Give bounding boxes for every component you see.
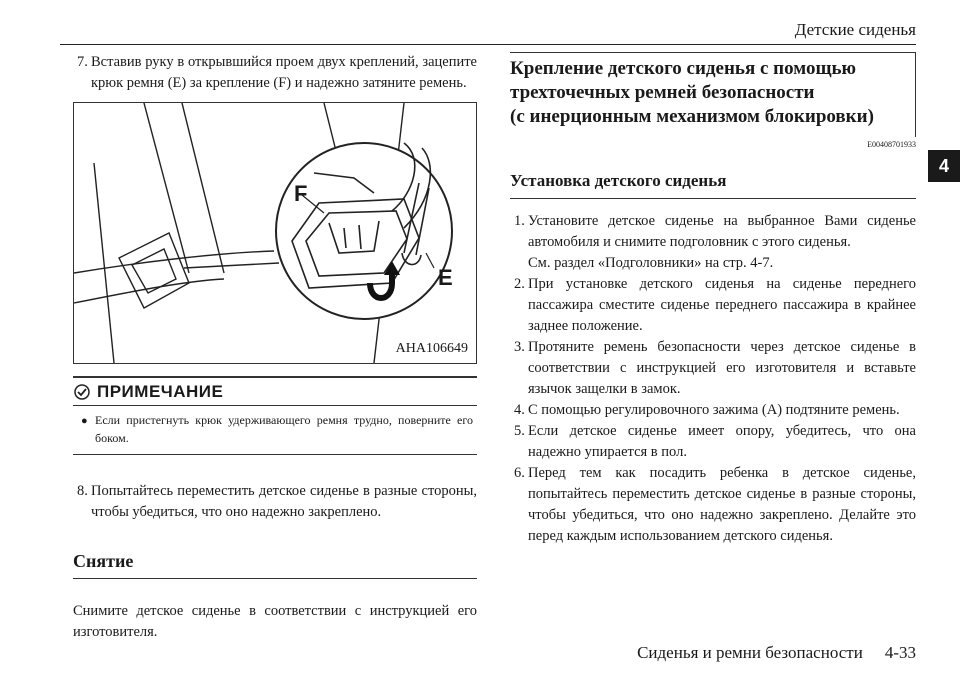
step-7 xyxy=(73,52,477,94)
subsection-title: Установка детского сиденья xyxy=(510,171,916,199)
section-heading xyxy=(510,52,916,137)
footer-section: Сиденья и ремни безопасности xyxy=(637,643,863,662)
step-text: При установке детского сиденья на сиденье переднего пассажира сместите сиденье переднего пассажира в крайнее заднее положение. xyxy=(528,276,916,334)
section-code: E00408701933 xyxy=(867,140,916,149)
right-column xyxy=(510,52,916,547)
step-number: 8. xyxy=(77,483,88,499)
step-number: 6. xyxy=(514,465,525,481)
heading-line-1: Крепление детского сиденья с помощью xyxy=(510,58,857,79)
figure-label-e: E xyxy=(438,265,453,290)
note-text: Если пристегнуть крюк удерживающего ремня трудно, поверните его боком. xyxy=(95,413,473,445)
note-body xyxy=(73,406,477,454)
step-text: Перед тем как посадить ребенка в детское сиденье, попытайтесь переместить детское сиденье в разные стороны, чтобы убедиться, что оно надежно закреплено. Делайте это перед каждым использованием детского сиденья. xyxy=(528,465,916,544)
step-8 xyxy=(73,481,477,523)
page-footer xyxy=(637,643,916,663)
section-title-removal: Снятие xyxy=(73,551,477,579)
step-text: Протяните ремень безопасности через детское сиденье в соответствии с инструкцией его изготовителя и вставьте язычок защелки в замок. xyxy=(528,339,916,397)
step-text: См. раздел «Подголовники» на стр. 4-7. xyxy=(528,255,774,271)
heading-line-2: трехточечных ремней безопасности xyxy=(510,82,815,103)
figure-code: AHA106649 xyxy=(395,341,468,356)
page-number: 4-33 xyxy=(884,643,916,662)
step-text: Вставив руку в открывшийся проем двух креплений, зацепите крюк ремня (E) за крепление (F) и надежно затяните ремень. xyxy=(91,54,477,91)
figure-label-f: F xyxy=(294,181,308,206)
step-number: 2. xyxy=(514,276,525,292)
checkmark-icon xyxy=(73,384,91,400)
list-item xyxy=(510,400,916,421)
list-item xyxy=(510,463,916,547)
list-item xyxy=(510,337,916,400)
step-text: Если детское сиденье имеет опору, убедитесь, что она надежно упирается в пол. xyxy=(528,423,916,460)
seat-anchor-illustration xyxy=(74,103,476,363)
step-number: 3. xyxy=(514,339,525,355)
step-text: Попытайтесь переместить детское сиденье в разные стороны, чтобы убедиться, что оно надежно закреплено. xyxy=(91,483,477,520)
step-number: 1. xyxy=(514,213,525,229)
left-column xyxy=(73,52,477,643)
installation-steps xyxy=(510,211,916,547)
page-header-title: Детские сиденья xyxy=(794,20,916,39)
note-title: ПРИМЕЧАНИЕ xyxy=(97,382,224,401)
step-number: 7. xyxy=(77,54,88,70)
list-item xyxy=(510,253,916,274)
removal-text: Снимите детское сиденье в соответствии с инструкцией его изготовителя. xyxy=(73,603,477,640)
list-item xyxy=(510,421,916,463)
heading-line-3: (с инерционным механизмом блокировки) xyxy=(510,106,874,127)
step-text: С помощью регулировочного зажима (A) подтяните ремень. xyxy=(528,402,900,418)
bullet-icon: ● xyxy=(81,415,88,427)
step-number: 4. xyxy=(514,402,525,418)
note-box xyxy=(73,376,477,455)
illustration-figure xyxy=(73,102,477,364)
step-number: 5. xyxy=(514,423,525,439)
list-item xyxy=(510,274,916,337)
step-text: Установите детское сиденье на выбранное Вами сиденье автомобиля и снимите подголовник с этого сиденья. xyxy=(528,213,916,250)
header-rule xyxy=(60,44,916,45)
list-item xyxy=(510,211,916,253)
note-header xyxy=(73,378,477,406)
chapter-tab: 4 xyxy=(928,150,960,182)
